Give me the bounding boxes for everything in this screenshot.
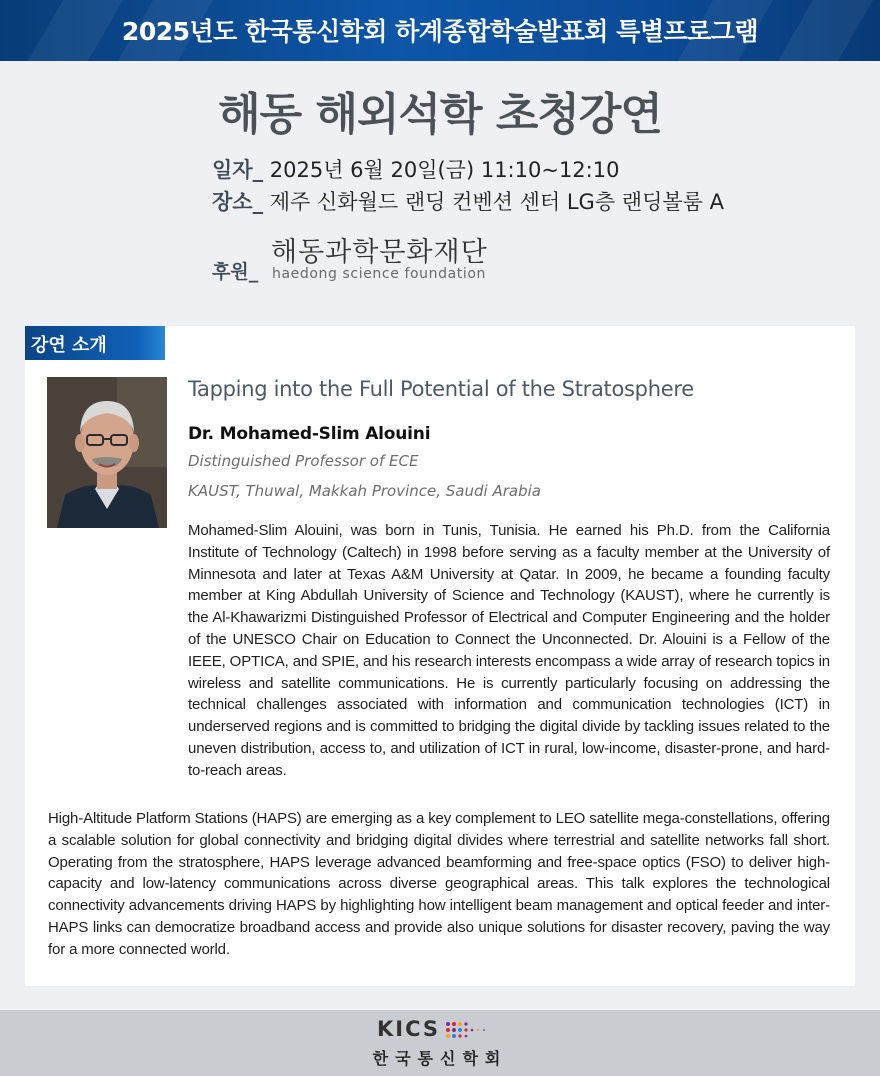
sponsor-label: 후원_ <box>212 261 259 283</box>
talk-title: Tapping into the Full Potential of the Stratosphere <box>188 377 694 401</box>
section-tab <box>25 326 165 360</box>
page-title: 해동 해외석학 초청강연 <box>218 89 662 140</box>
date-row <box>212 154 619 184</box>
speaker-portrait-graphic <box>47 377 167 528</box>
sponsor-logo-name: 해동과학문화재단 <box>271 237 488 268</box>
speaker-name: Dr. Mohamed-Slim Alouini <box>188 424 431 444</box>
speaker-position: Distinguished Professor of ECE <box>188 452 419 470</box>
top-banner <box>0 0 880 61</box>
kics-dots-icon <box>445 1020 505 1040</box>
date-label: 일자_ <box>212 158 264 182</box>
speaker-photo <box>47 377 167 528</box>
speaker-affiliation: KAUST, Thuwal, Makkah Province, Saudi Arabia <box>188 482 541 500</box>
speaker-bio: Mohamed-Slim Alouini, was born in Tunis, Tunisia. He earned his Ph.D. from the California Institute of Technology (Caltech) in 1998 before serving as a faculty member at the University of Minnesota and later at Texas A&M University at Qatar. In 2009, he became a founding faculty member at King Abdullah University of Science and Technology (KAUST), where he currently is the Al-Khawarizmi Distinguished Professor of Electrical and Computer Engineering and the holder of the UNESCO Chair on Education to Connect the Unconnected. Dr. Alouini is a Fellow of the IEEE, OPTICA, and SPIE, and his research interests encompass a wide array of research topics in wireless and satellite communications. He is currently particularly focusing on addressing the technical challenges associated with information and communication technologies (ICT) in underserved regions and is committed to bridging the digital divide by tackling issues related to the uneven distribution, access to, and utilization of ICT in rural, low-income, disaster-prone, and hard-to-reach areas. <box>188 522 830 779</box>
talk-abstract: High-Altitude Platform Stations (HAPS) are emerging as a key complement to LEO satellite mega-constellations, offering a scalable solution for global connectivity and bridging digital divides where terrestrial and satellite networks fall short. Operating from the stratosphere, HAPS leverage advanced beamforming and free-space optics (FSO) to deliver high-capacity and low-latency communications across diverse geographical areas. This talk explores the technological connectivity advancements driving HAPS by highlighting how intelligent beam management and optical feeder and inter-HAPS links can democratize broadband access and provide also unique solutions for disaster recovery, paving the way for a more connected world. <box>48 810 830 958</box>
kics-korean-name: 한국통신학회 <box>372 1049 508 1068</box>
kics-logo-text: KICS <box>377 1017 441 1041</box>
date-value: 2025년 6월 20일(금) 11:10~12:10 <box>263 158 620 182</box>
place-value: 제주 신화월드 랜딩 컨벤션 센터 LG층 랜딩볼룸 A <box>263 190 724 214</box>
place-row <box>212 186 724 216</box>
section-tab-label: 강연 소개 <box>31 335 107 356</box>
place-label: 장소_ <box>212 190 264 214</box>
sponsor-logo-subtitle: haedong science foundation <box>272 266 486 282</box>
banner-title: 2025년도 한국통신학회 하계종합학술발표회 특별프로그램 <box>121 17 759 46</box>
kics-logo <box>377 1017 507 1041</box>
